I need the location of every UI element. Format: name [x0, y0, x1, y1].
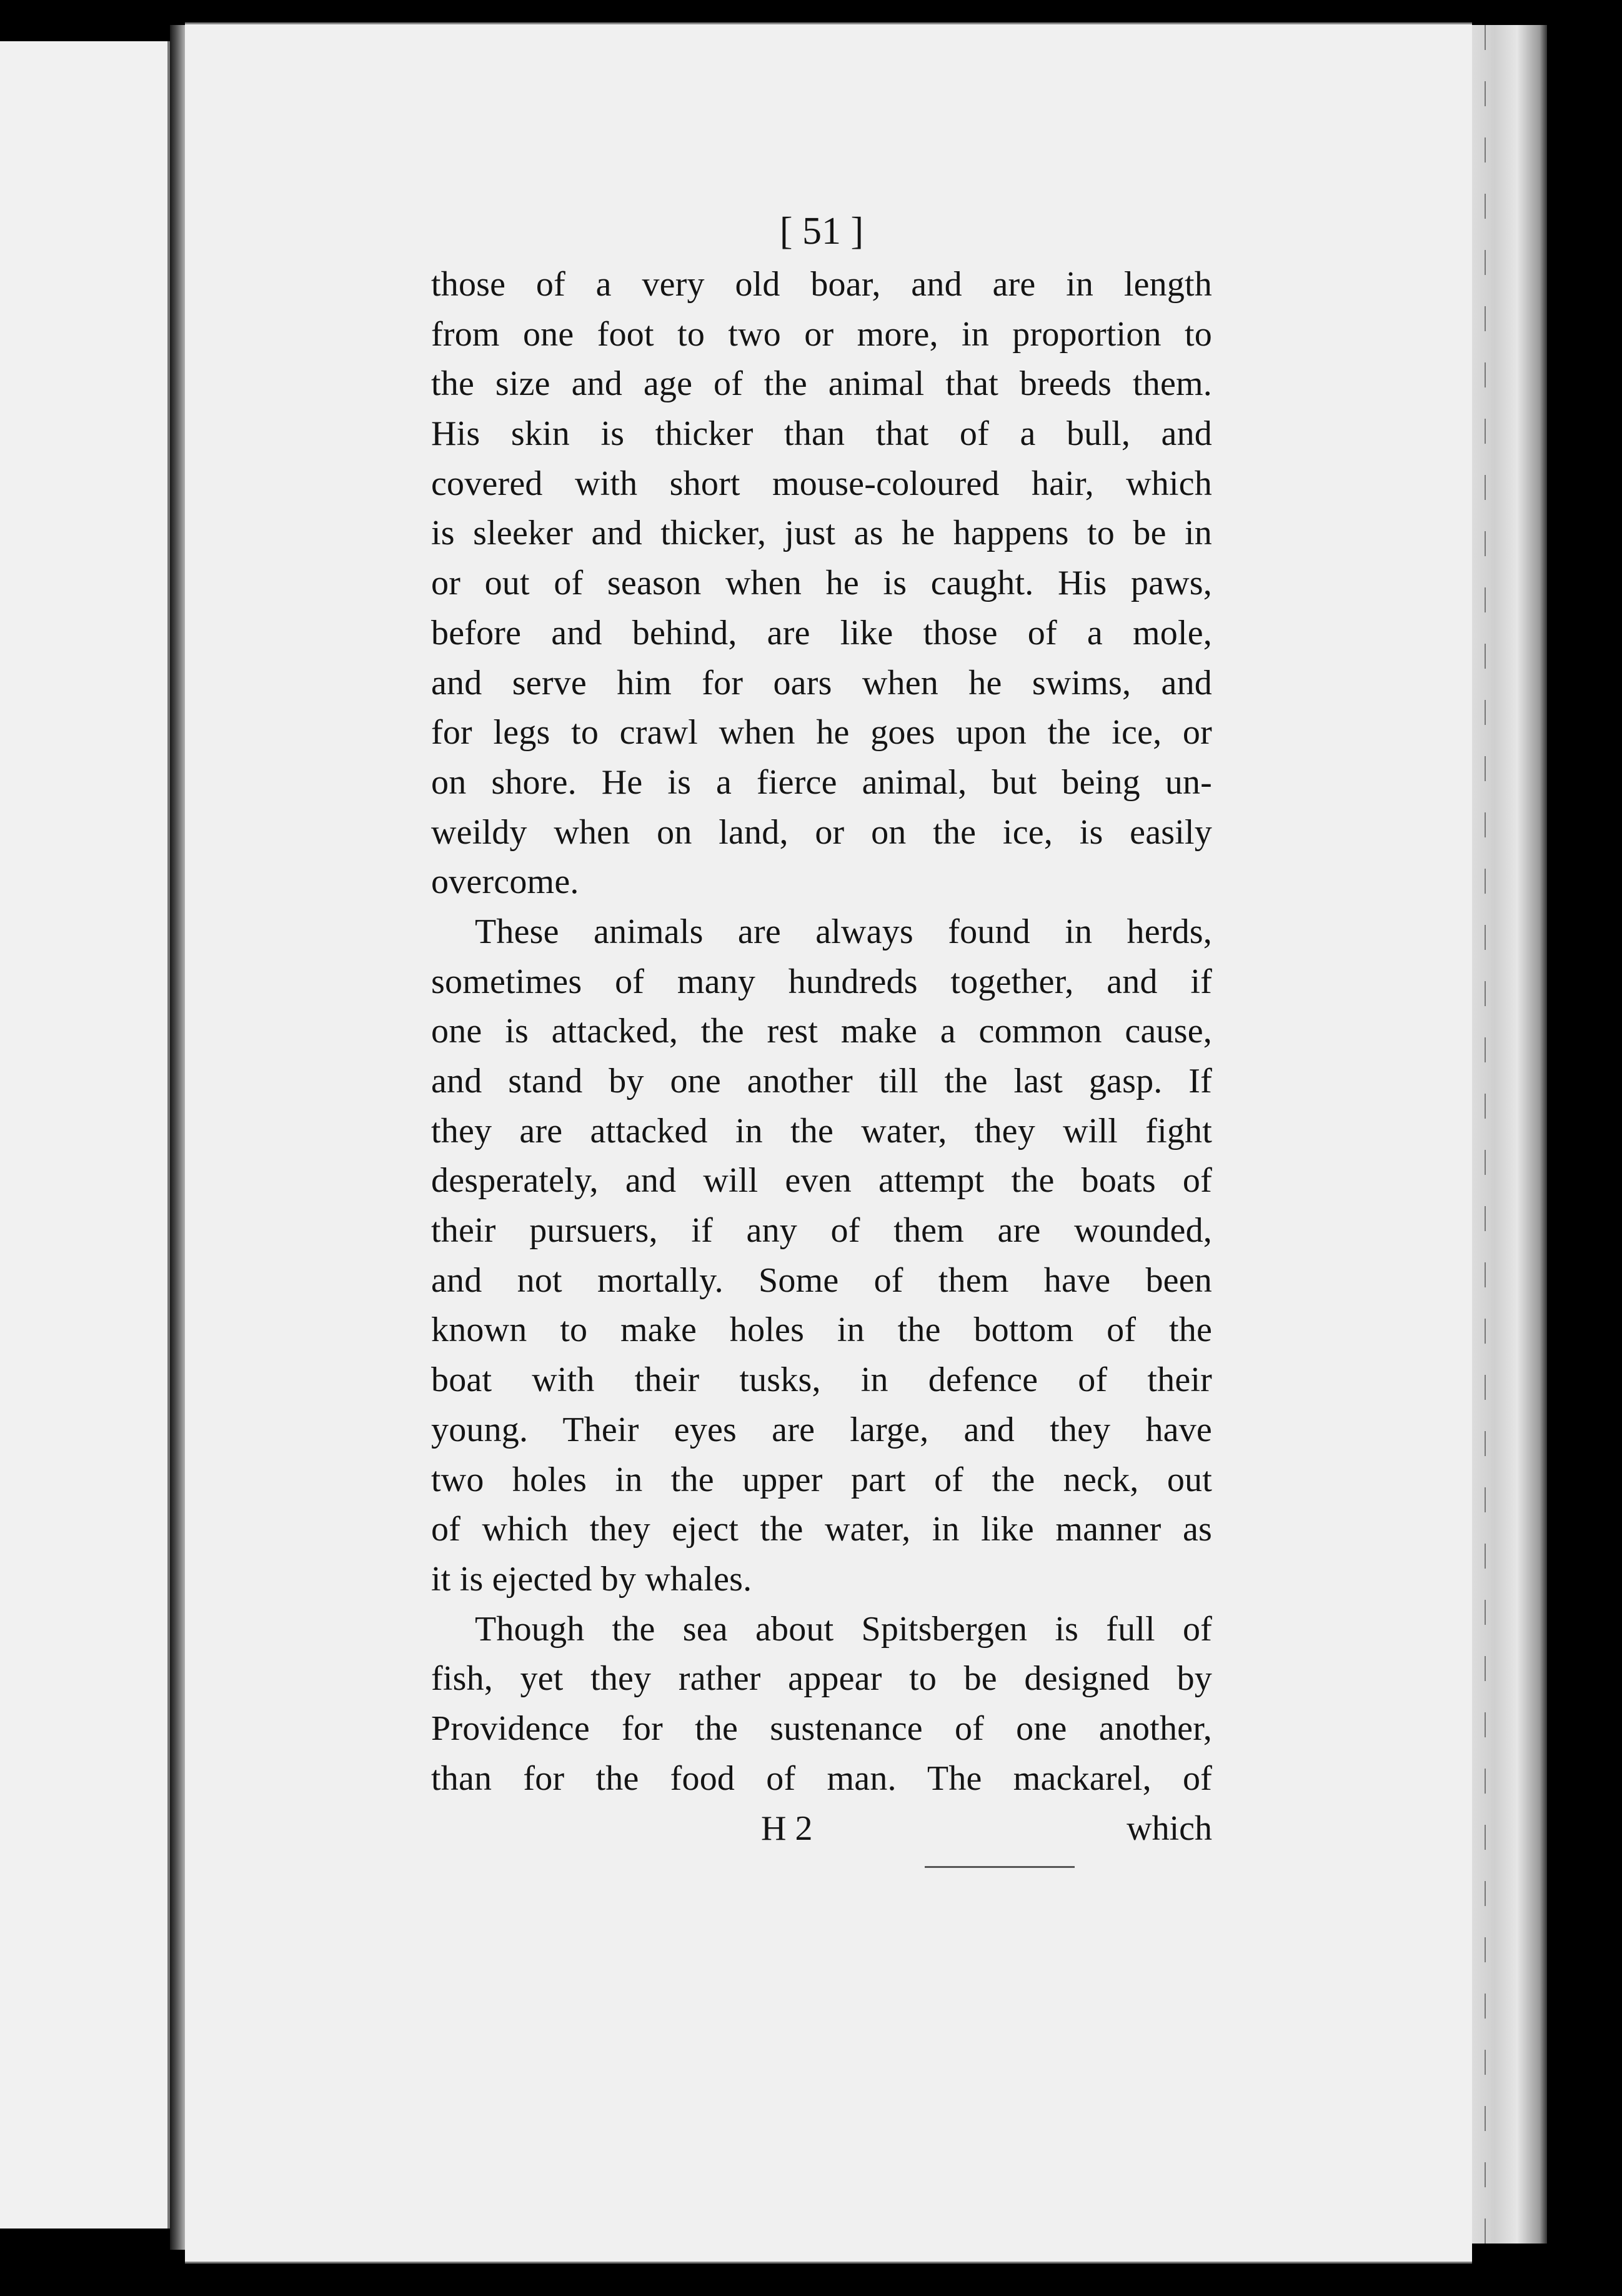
book-gutter	[170, 25, 186, 2250]
text-line: known to make holes in the bottom of the	[431, 1310, 1212, 1350]
text-line: is sleeker and thicker, just as he happens to be in	[431, 514, 1212, 553]
text-line: they are attacked in the water, they will fight	[431, 1111, 1212, 1150]
text-line: or out of season when he is caught. His paws,	[431, 564, 1212, 603]
text-line: than for the food of man. The mackarel, of	[431, 1759, 1212, 1798]
text-line: of which they eject the water, in like manner as	[431, 1510, 1212, 1549]
text-line: from one foot to two or more, in proportion to	[431, 314, 1212, 354]
signature-mark: H 2	[761, 1809, 813, 1849]
ink-smudge-line	[925, 1866, 1075, 1868]
text-line: boat with their tusks, in defence of their	[431, 1360, 1212, 1400]
page-fore-edge	[1472, 25, 1547, 2244]
text-line: it is ejected by whales.	[431, 1559, 752, 1599]
text-line: and serve him for oars when he swims, and	[431, 663, 1212, 702]
text-line: and stand by one another till the last gasp. If	[431, 1062, 1212, 1101]
page-number-header: [ 51 ]	[779, 210, 864, 252]
text-line: and not mortally. Some of them have been	[431, 1260, 1212, 1300]
paragraph-start: Though the sea about Spitsbergen is full of	[475, 1609, 1212, 1649]
facing-page-edge	[0, 41, 170, 2229]
text-line: on shore. He is a fierce animal, but being un-	[431, 762, 1212, 802]
paragraph-start: These animals are always found in herds,	[475, 912, 1212, 951]
text-line: fish, yet they rather appear to be designed by	[431, 1659, 1212, 1699]
text-line: for legs to crawl when he goes upon the ice, or	[431, 713, 1212, 752]
catchword: which	[1127, 1809, 1212, 1849]
text-line: one is attacked, the rest make a common cause,	[431, 1012, 1212, 1051]
text-line: those of a very old boar, and are in length	[431, 265, 1212, 304]
text-line: Providence for the sustenance of one another,	[431, 1709, 1212, 1748]
text-line: two holes in the upper part of the neck, out	[431, 1460, 1212, 1499]
text-line: sometimes of many hundreds together, and if	[431, 962, 1212, 1001]
text-block	[431, 206, 1212, 1854]
text-line: His skin is thicker than that of a bull, and	[431, 414, 1212, 454]
text-line: young. Their eyes are large, and they have	[431, 1410, 1212, 1449]
text-line: covered with short mouse-coloured hair, which	[431, 464, 1212, 503]
text-line: desperately, and will even attempt the boats of	[431, 1161, 1212, 1200]
text-line: weildy when on land, or on the ice, is easily	[431, 812, 1212, 852]
text-line: the size and age of the animal that breeds them.	[431, 364, 1212, 404]
text-line: their pursuers, if any of them are wounded,	[431, 1211, 1212, 1250]
page-footer	[431, 1804, 1212, 1854]
text-line: overcome.	[431, 862, 579, 902]
text-line: before and behind, are like those of a mole,	[431, 613, 1212, 652]
